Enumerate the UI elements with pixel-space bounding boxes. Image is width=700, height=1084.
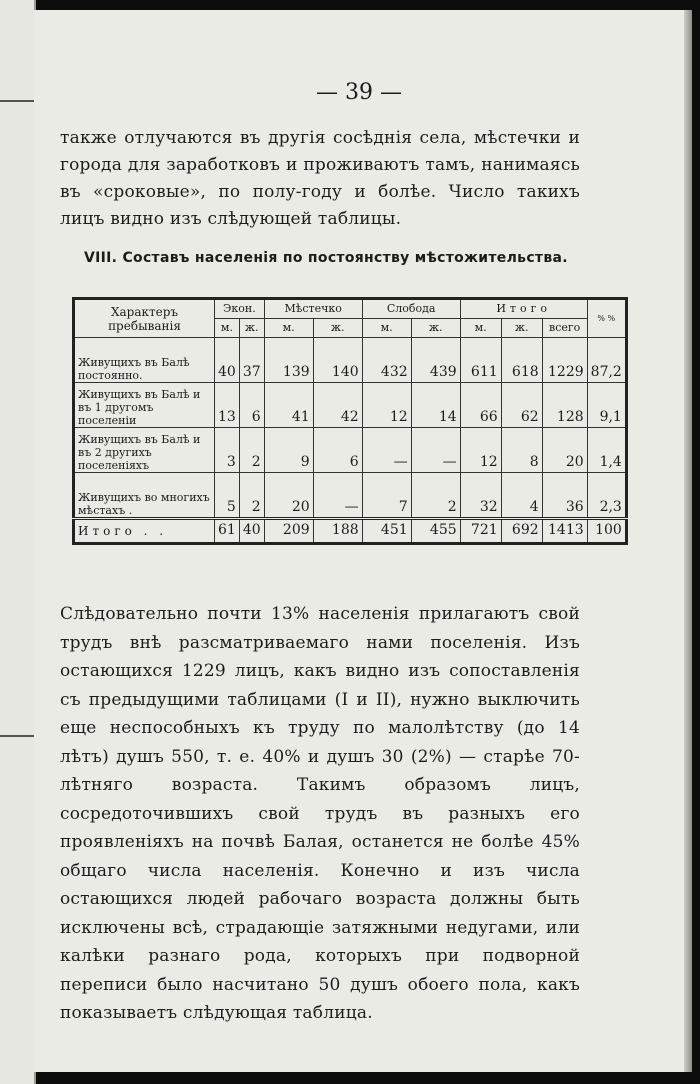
table-header-row [74, 299, 627, 319]
row-label: Живущихъ въ Балѣ постоянно. [74, 338, 215, 383]
header-econ: Экон. [215, 299, 265, 319]
table-total-row [74, 519, 627, 544]
cell: 32 [460, 473, 501, 519]
paragraph-text: также отлучаются въ другія сосѣднія села, мѣстечки и города для заработковъ и проживаютъ тамъ, нанимаясь въ «сроковые», по полу-году и болѣе. Число такихъ лицъ видно изъ слѣдующей таблицы. [60, 128, 580, 229]
left-page-rule [0, 100, 34, 102]
cell: 100 [587, 519, 626, 544]
sub-zh: ж. [501, 319, 542, 338]
cell: 692 [501, 519, 542, 544]
cell: 40 [215, 338, 240, 383]
sub-all: всего [542, 319, 587, 338]
cell: 66 [460, 383, 501, 428]
cell: 9 [264, 428, 313, 473]
paragraph-text: Слѣдовательно почти 13% населенія прилагаютъ свой трудъ внѣ разсматриваемаго нами поселенія. Изъ остающихся 1229 лицъ, какъ видно изъ сопоставленія съ предыдущими таблицами (I и II), нужно выключить еще неспособныхъ къ труду по малолѣтству (до 14 лѣтъ) душъ 550, т. е. 40% и душъ 30 (2%) — старѣе 70-лѣтняго возраста. Такимъ образомъ лицъ, сосредоточившихъ свой трудъ въ разныхъ его проявленіяхъ на почвѣ Балая, останется не болѣе 45% общаго числа населенія. Конечно и изъ числа остающихся людей рабочаго возраста должны быть исключены всѣ, страдающіе затяжными недугами, или калѣки разнаго рода, которыхъ при подворной переписи было насчитано 50 душъ обоего пола, какъ показываетъ слѣдующая таблица. [60, 604, 580, 1023]
sub-zh: ж. [239, 319, 264, 338]
left-page-rule [0, 735, 34, 737]
sub-zh: ж. [313, 319, 362, 338]
cell: 2 [239, 473, 264, 519]
cell: 61 [215, 519, 240, 544]
sub-m: м. [460, 319, 501, 338]
sub-m: м. [264, 319, 313, 338]
cell: 1,4 [587, 428, 626, 473]
row-label: Живущихъ въ Балѣ и въ 1 другомъ поселеніи [74, 383, 215, 428]
cell: 1229 [542, 338, 587, 383]
sub-m: м. [362, 319, 411, 338]
cell: 8 [501, 428, 542, 473]
cell: 20 [264, 473, 313, 519]
cell: 9,1 [587, 383, 626, 428]
cell: 618 [501, 338, 542, 383]
total-label: Итого . . [74, 519, 215, 544]
cell: 6 [239, 383, 264, 428]
table-caption: VIII. Составъ населенія по постоянству мѣстожительства. [84, 250, 568, 266]
row-label: Живущихъ во многихъ мѣстахъ . [74, 473, 215, 519]
cell: 188 [313, 519, 362, 544]
cell: — [362, 428, 411, 473]
page-number: — 39 — [316, 80, 402, 105]
cell: — [313, 473, 362, 519]
table-row [74, 473, 627, 519]
table-row [74, 383, 627, 428]
page-edge-shadow [684, 10, 692, 1072]
cell: 37 [239, 338, 264, 383]
header-sloboda: Слобода [362, 299, 460, 319]
cell: 140 [313, 338, 362, 383]
row-label: Живущихъ въ Балѣ и въ 2 другихъ поселеніяхъ [74, 428, 215, 473]
cell: 2 [411, 473, 460, 519]
cell: 432 [362, 338, 411, 383]
cell: 3 [215, 428, 240, 473]
cell: 2,3 [587, 473, 626, 519]
cell: 209 [264, 519, 313, 544]
cell: 87,2 [587, 338, 626, 383]
cell: 139 [264, 338, 313, 383]
cell: 12 [460, 428, 501, 473]
cell: 14 [411, 383, 460, 428]
paragraph-intro [60, 125, 580, 233]
cell: 6 [313, 428, 362, 473]
paragraph-conclusion [60, 600, 580, 1028]
cell: 5 [215, 473, 240, 519]
cell: 2 [239, 428, 264, 473]
book-page [34, 10, 684, 1072]
cell: — [411, 428, 460, 473]
header-total: Итого [460, 299, 587, 319]
cell: 439 [411, 338, 460, 383]
cell: 451 [362, 519, 411, 544]
population-table [72, 297, 628, 545]
header-town: Мѣстечко [264, 299, 362, 319]
cell: 40 [239, 519, 264, 544]
left-page-edge [0, 0, 36, 1084]
table-row [74, 338, 627, 383]
cell: 611 [460, 338, 501, 383]
header-percent: % % [587, 299, 626, 338]
cell: 7 [362, 473, 411, 519]
cell: 62 [501, 383, 542, 428]
cell: 455 [411, 519, 460, 544]
cell: 36 [542, 473, 587, 519]
cell: 12 [362, 383, 411, 428]
cell: 20 [542, 428, 587, 473]
cell: 721 [460, 519, 501, 544]
cell: 128 [542, 383, 587, 428]
table-row [74, 428, 627, 473]
sub-m: м. [215, 319, 240, 338]
header-character: Характеръ пребыванія [74, 299, 215, 338]
cell: 4 [501, 473, 542, 519]
cell: 1413 [542, 519, 587, 544]
sub-zh: ж. [411, 319, 460, 338]
cell: 42 [313, 383, 362, 428]
cell: 41 [264, 383, 313, 428]
cell: 13 [215, 383, 240, 428]
